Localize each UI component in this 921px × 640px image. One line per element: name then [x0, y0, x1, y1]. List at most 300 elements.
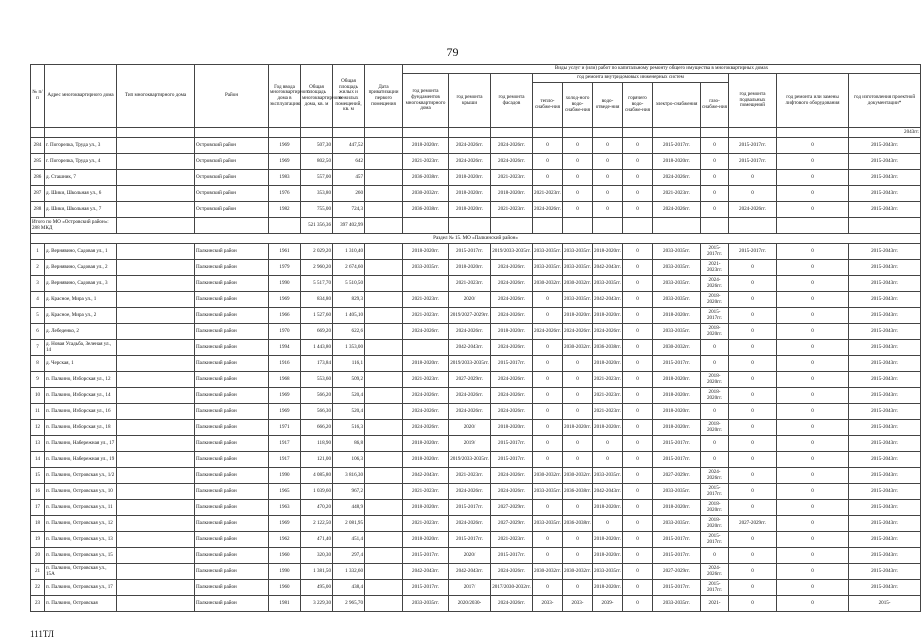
design-docs-cell: 2015-2043гг.: [849, 244, 921, 260]
row-number: 19: [31, 532, 45, 548]
total-area-cell: 2 122,50: [301, 516, 333, 532]
basement-cell: 0: [729, 260, 777, 276]
table-row: [31, 202, 921, 218]
table-row: [31, 436, 921, 452]
district-cell: Палкинский район: [195, 308, 269, 324]
privatization-cell: [365, 532, 403, 548]
facade-cell: 2024-2026гг.: [491, 404, 533, 420]
foundation-cell: 2024-2026гг.: [403, 420, 449, 436]
electric-cell: 2033-2035гг.: [653, 276, 701, 292]
facade-cell: 2027-2029гг.: [491, 516, 533, 532]
header-engineering-group: год ремонта внутридомовых инженерных систем: [533, 74, 729, 83]
type-cell: [117, 202, 195, 218]
district-cell: Палкинский район: [195, 564, 269, 580]
row-number: 3: [31, 276, 45, 292]
header-facade: год ремонта фасадов: [491, 74, 533, 128]
table-row: [31, 468, 921, 484]
cold-water-cell: 2036-2038гг.: [563, 484, 593, 500]
heat-cell: 0: [533, 292, 563, 308]
foundation-cell: 2042-2043гг.: [403, 468, 449, 484]
total-area-cell: 566,20: [301, 388, 333, 404]
header-total-area: Общая площадь многоквартирного дома, кв. м: [301, 65, 333, 128]
sewer-cell: 2021-2023гг.: [593, 372, 623, 388]
privatization-cell: [365, 452, 403, 468]
sewer-cell: 0: [593, 138, 623, 154]
empty-cell: [491, 218, 533, 234]
roof-cell: 2017/: [449, 580, 491, 596]
sewer-cell: 2018-2020гг.: [593, 356, 623, 372]
total-area-cell: 1 381,50: [301, 564, 333, 580]
header-address: Адрес многоквартирного дома: [45, 65, 117, 128]
heat-cell: 2033-: [533, 596, 563, 612]
foundation-cell: 2018-2020гг.: [403, 532, 449, 548]
cold-water-cell: 0: [563, 186, 593, 202]
address-cell: п. Палкино, Островская ул., 15А: [45, 564, 117, 580]
living-area-cell: 5 510,50: [333, 276, 365, 292]
living-area-cell: 642: [333, 154, 365, 170]
type-cell: [117, 324, 195, 340]
sewer-cell: 2036-2038гг.: [593, 340, 623, 356]
type-cell: [117, 244, 195, 260]
hot-water-cell: 0: [623, 596, 653, 612]
table-row: [31, 516, 921, 532]
privatization-cell: [365, 356, 403, 372]
basement-cell: 2015-2017гг.: [729, 244, 777, 260]
total-area-cell: 755,00: [301, 202, 333, 218]
header-electric: электро-снабжения: [653, 83, 701, 128]
address-cell: п. Палкино, Изборская ул., 12: [45, 372, 117, 388]
electric-cell: 2018-2020гг.: [653, 372, 701, 388]
foundation-cell: 2021-2023гг.: [403, 516, 449, 532]
type-cell: [117, 484, 195, 500]
hot-water-cell: 0: [623, 244, 653, 260]
basement-cell: 0: [729, 548, 777, 564]
living-area-cell: 260: [333, 186, 365, 202]
facade-cell: 2021-2023гг.: [491, 532, 533, 548]
electric-cell: 2015-2017гг.: [653, 580, 701, 596]
electric-cell: 2015-2017гг.: [653, 356, 701, 372]
hot-water-cell: 0: [623, 484, 653, 500]
address-cell: д. Вернявино, Садовая ул., 2: [45, 260, 117, 276]
gas-cell: 0: [701, 202, 729, 218]
cold-water-cell: 0: [563, 388, 593, 404]
empty-cell: [269, 218, 301, 234]
total-area-cell: 5 517,70: [301, 276, 333, 292]
living-area-cell: 448,9: [333, 500, 365, 516]
basement-cell: 0: [729, 170, 777, 186]
facade-cell: 2024-2026гг.: [491, 372, 533, 388]
basement-cell: 0: [729, 596, 777, 612]
gas-cell: 2015-2017гг.: [701, 484, 729, 500]
table-row: [31, 324, 921, 340]
elevator-cell: 0: [777, 324, 849, 340]
type-cell: [117, 292, 195, 308]
row-number: 12: [31, 420, 45, 436]
hot-water-cell: 0: [623, 340, 653, 356]
district-cell: Палкинский район: [195, 516, 269, 532]
design-docs-cell: 2015-2043гг.: [849, 580, 921, 596]
facade-cell: 2015-2017гг.: [491, 356, 533, 372]
elevator-cell: 0: [777, 244, 849, 260]
hot-water-cell: 0: [623, 564, 653, 580]
facade-cell: 2024-2026гг.: [491, 154, 533, 170]
district-cell: Палкинский район: [195, 468, 269, 484]
roof-cell: 2042-2043гг.: [449, 340, 491, 356]
basement-cell: 0: [729, 484, 777, 500]
empty-cell: [701, 218, 729, 234]
year-cell: 1969: [269, 388, 301, 404]
year-cell: 1994: [269, 340, 301, 356]
gas-cell: 0: [701, 170, 729, 186]
foundation-cell: 2021-2023гг.: [403, 292, 449, 308]
header-works-group: Виды услуг и (или) работ по капитальному ремонту общего имущества в многоквартирных домах: [403, 65, 921, 74]
total-area-cell: 471,40: [301, 532, 333, 548]
table-row: [31, 186, 921, 202]
year-cell: 1976: [269, 186, 301, 202]
year-cell: 1962: [269, 532, 301, 548]
gas-cell: 2021-2023гг.: [701, 260, 729, 276]
cold-water-cell: 2024-2026гг.: [563, 324, 593, 340]
privatization-cell: [365, 564, 403, 580]
roof-cell: 2020/: [449, 420, 491, 436]
privatization-cell: [365, 388, 403, 404]
district-cell: Палкинский район: [195, 484, 269, 500]
elevator-cell: 0: [777, 516, 849, 532]
elevator-cell: 0: [777, 186, 849, 202]
heat-cell: 0: [533, 154, 563, 170]
year-cell: 1969: [269, 404, 301, 420]
table-row: [31, 500, 921, 516]
facade-cell: 2021-2023гг.: [491, 202, 533, 218]
design-docs-cell: 2015-2043гг.: [849, 372, 921, 388]
header-num: № п/п: [31, 65, 45, 128]
empty-cell: [195, 218, 269, 234]
facade-cell: 2024-2026гг.: [491, 138, 533, 154]
roof-cell: 2018-2020гг.: [449, 260, 491, 276]
total-area-cell: 353,80: [301, 186, 333, 202]
district-cell: Палкинский район: [195, 452, 269, 468]
total-area-cell: 802,50: [301, 154, 333, 170]
heat-cell: 0: [533, 372, 563, 388]
basement-cell: 2015-2017гг.: [729, 154, 777, 170]
district-cell: Палкинский район: [195, 356, 269, 372]
facade-cell: 2021-2023гг.: [491, 170, 533, 186]
gas-cell: 2018-2020гг.: [701, 292, 729, 308]
roof-cell: 2015-2017гг.: [449, 244, 491, 260]
elevator-cell: 0: [777, 532, 849, 548]
header-privatization: Дата приватизации первого помещения: [365, 65, 403, 128]
living-area-cell: 116,1: [333, 356, 365, 372]
type-cell: [117, 276, 195, 292]
row-number: 284: [31, 138, 45, 154]
table-row: [31, 420, 921, 436]
foundation-cell: 2018-2020гг.: [403, 500, 449, 516]
sewer-cell: 2021-2023гг.: [593, 404, 623, 420]
gas-cell: 0: [701, 154, 729, 170]
elevator-cell: 0: [777, 356, 849, 372]
year-cell: 1979: [269, 260, 301, 276]
type-cell: [117, 564, 195, 580]
design-docs-cell: 2015-2043гг.: [849, 548, 921, 564]
privatization-cell: [365, 292, 403, 308]
row-number: 7: [31, 340, 45, 356]
privatization-cell: [365, 260, 403, 276]
hot-water-cell: 0: [623, 548, 653, 564]
sewer-cell: 2021-2023гг.: [593, 388, 623, 404]
type-cell: [117, 340, 195, 356]
privatization-cell: [365, 244, 403, 260]
district-cell: Палкинский район: [195, 292, 269, 308]
design-docs-cell: 2015-2043гг.: [849, 500, 921, 516]
gas-cell: 0: [701, 356, 729, 372]
row-number: 13: [31, 436, 45, 452]
district-cell: Палкинский район: [195, 388, 269, 404]
hot-water-cell: 0: [623, 186, 653, 202]
roof-cell: 2024-2026гг.: [449, 388, 491, 404]
cold-water-cell: 0: [563, 138, 593, 154]
heat-cell: 2033-2035гг.: [533, 484, 563, 500]
design-docs-cell: 2015-2043гг.: [849, 186, 921, 202]
gas-cell: 2024-2026гг.: [701, 564, 729, 580]
year-cell: 1960: [269, 580, 301, 596]
living-area-cell: 1 405,10: [333, 308, 365, 324]
total-area-cell: 669,20: [301, 324, 333, 340]
gas-cell: 2024-2026гг.: [701, 276, 729, 292]
roof-cell: 2024-2026гг.: [449, 324, 491, 340]
year-cell: 1981: [269, 596, 301, 612]
address-cell: д. Красное, Мира ул., 2: [45, 308, 117, 324]
facade-cell: 2024-2026гг.: [491, 468, 533, 484]
year-cell: 1990: [269, 276, 301, 292]
table-row: [31, 170, 921, 186]
gas-cell: 0: [701, 452, 729, 468]
hot-water-cell: 0: [623, 308, 653, 324]
empty-cell: [653, 218, 701, 234]
address-cell: п. Палкино, Островская: [45, 596, 117, 612]
roof-cell: 2018-2020гг.: [449, 186, 491, 202]
year-cell: 1966: [269, 308, 301, 324]
hot-water-cell: 0: [623, 324, 653, 340]
facade-cell: 2024-2026гг.: [491, 596, 533, 612]
roof-cell: 2027-2029гг.: [449, 372, 491, 388]
electric-cell: 2018-2020гг.: [653, 420, 701, 436]
empty-cell: [403, 218, 449, 234]
table-row: [31, 340, 921, 356]
cold-water-cell: 0: [563, 404, 593, 420]
privatization-cell: [365, 484, 403, 500]
electric-cell: 2033-2035гг.: [653, 260, 701, 276]
design-docs-cell: 2015-2043гг.: [849, 202, 921, 218]
empty-cell: [623, 218, 653, 234]
header-heat: тепло-снабже-ния: [533, 83, 563, 128]
design-docs-cell: 2015-2043гг.: [849, 468, 921, 484]
row-number: 4: [31, 292, 45, 308]
hot-water-cell: 0: [623, 420, 653, 436]
year-cell: 1983: [269, 170, 301, 186]
basement-cell: 0: [729, 564, 777, 580]
table-row: [31, 388, 921, 404]
facade-cell: 2024-2026гг.: [491, 340, 533, 356]
address-cell: п. Палкино, Изборская ул., 18: [45, 420, 117, 436]
address-cell: д. Вернявино, Садовая ул., 3: [45, 276, 117, 292]
privatization-cell: [365, 468, 403, 484]
roof-cell: 2019/2027-2029гг.: [449, 308, 491, 324]
heat-cell: 0: [533, 170, 563, 186]
cold-water-cell: 0: [563, 356, 593, 372]
carry-over-cell: 2043гг.: [849, 128, 921, 138]
type-cell: [117, 580, 195, 596]
row-number: 22: [31, 580, 45, 596]
page-number: 79: [446, 45, 459, 59]
roof-cell: 2024-2026гг.: [449, 154, 491, 170]
elevator-cell: 0: [777, 548, 849, 564]
empty-cell: [365, 218, 403, 234]
electric-cell: 2018-2020гг.: [653, 500, 701, 516]
privatization-cell: [365, 404, 403, 420]
elevator-cell: 0: [777, 596, 849, 612]
electric-cell: 2030-2032гг.: [653, 340, 701, 356]
facade-cell: 2015-2017гг.: [491, 548, 533, 564]
table-row: [31, 452, 921, 468]
footer-mark: 111ТЛ: [30, 629, 54, 639]
row-number: 6: [31, 324, 45, 340]
heat-cell: 0: [533, 404, 563, 420]
empty-cell: [729, 218, 777, 234]
design-docs-cell: 2015-2043гг.: [849, 404, 921, 420]
living-area-cell: 451,4: [333, 532, 365, 548]
address-cell: п. Палкино, Островская ул., 1/2: [45, 468, 117, 484]
privatization-cell: [365, 138, 403, 154]
roof-cell: 2020/: [449, 292, 491, 308]
cold-water-cell: 2033-: [563, 596, 593, 612]
facade-cell: 2024-2026гг.: [491, 484, 533, 500]
gas-cell: 2015-2017гг.: [701, 580, 729, 596]
row-number: 16: [31, 484, 45, 500]
heat-cell: 0: [533, 500, 563, 516]
heat-cell: 0: [533, 580, 563, 596]
district-cell: Палкинский район: [195, 548, 269, 564]
privatization-cell: [365, 202, 403, 218]
privatization-cell: [365, 372, 403, 388]
section-row: [31, 234, 921, 244]
gas-cell: 0: [701, 548, 729, 564]
foundation-cell: 2015-2017гг.: [403, 580, 449, 596]
address-cell: п. Палкино, Набережная ул., 19: [45, 452, 117, 468]
sewer-cell: 2033-2035гг.: [593, 564, 623, 580]
privatization-cell: [365, 340, 403, 356]
electric-cell: 2021-2023гг.: [653, 186, 701, 202]
sewer-cell: 0: [593, 154, 623, 170]
district-cell: Палкинский район: [195, 532, 269, 548]
total-label: Итого по МО «Островский район»: 288 МКД: [31, 218, 117, 234]
design-docs-cell: 2015-2043гг.: [849, 516, 921, 532]
design-docs-cell: 2015-2043гг.: [849, 436, 921, 452]
electric-cell: 2015-2017гг.: [653, 436, 701, 452]
table-row: [31, 580, 921, 596]
address-cell: п. Палкино, Островская ул., 10: [45, 484, 117, 500]
table-row: [31, 260, 921, 276]
empty-cell: [593, 218, 623, 234]
gas-cell: 2024-2026гг.: [701, 468, 729, 484]
facade-cell: 2019/2033-2035гг.: [491, 244, 533, 260]
basement-cell: 0: [729, 340, 777, 356]
living-area-cell: 724,3: [333, 202, 365, 218]
sewer-cell: 0: [593, 436, 623, 452]
header-living-area: Общая площадь жилых и нежилых помещений, кв. м: [333, 65, 365, 128]
privatization-cell: [365, 420, 403, 436]
table-row: [31, 596, 921, 612]
elevator-cell: 0: [777, 468, 849, 484]
heat-cell: 0: [533, 308, 563, 324]
type-cell: [117, 548, 195, 564]
address-cell: п. Палкино, Островская ул., 17: [45, 580, 117, 596]
total-area-cell: 118,90: [301, 436, 333, 452]
type-cell: [117, 420, 195, 436]
address-cell: п. Палкино, Островская ул., 15: [45, 548, 117, 564]
privatization-cell: [365, 500, 403, 516]
basement-cell: 0: [729, 388, 777, 404]
year-cell: 1917: [269, 452, 301, 468]
total-row: [31, 218, 921, 234]
row-number: 10: [31, 388, 45, 404]
total-area-cell: 553,60: [301, 372, 333, 388]
header-gas: газо-снабже-ния: [701, 83, 729, 128]
electric-cell: 2024-2026гг.: [653, 202, 701, 218]
address-cell: д. Черская, 1: [45, 356, 117, 372]
district-cell: Островский район: [195, 202, 269, 218]
facade-cell: 2024-2026гг.: [491, 260, 533, 276]
elevator-cell: 0: [777, 564, 849, 580]
basement-cell: 0: [729, 452, 777, 468]
hot-water-cell: 0: [623, 516, 653, 532]
type-cell: [117, 308, 195, 324]
design-docs-cell: 2015-2043гг.: [849, 154, 921, 170]
foundation-cell: 2021-2023гг.: [403, 484, 449, 500]
total-area-sum: 521 356,36: [301, 218, 333, 234]
facade-cell: 2015-2017гг.: [491, 452, 533, 468]
foundation-cell: 2015-2017гг.: [403, 548, 449, 564]
foundation-cell: 2024-2026гг.: [403, 404, 449, 420]
living-area-cell: 457: [333, 170, 365, 186]
roof-cell: 2019/2033-2035гг.: [449, 452, 491, 468]
basement-cell: 2024-2026гг.: [729, 202, 777, 218]
table-row: [31, 276, 921, 292]
heat-cell: 0: [533, 138, 563, 154]
sewer-cell: 2018-2020гг.: [593, 548, 623, 564]
hot-water-cell: 0: [623, 138, 653, 154]
type-cell: [117, 138, 195, 154]
row-number: 288: [31, 202, 45, 218]
facade-cell: 2018-2020гг.: [491, 324, 533, 340]
hot-water-cell: 0: [623, 500, 653, 516]
district-cell: Палкинский район: [195, 596, 269, 612]
foundation-cell: 2024-2026гг.: [403, 388, 449, 404]
foundation-cell: 2021-2023гг.: [403, 308, 449, 324]
design-docs-cell: 2015-2043гг.: [849, 420, 921, 436]
total-area-cell: 173,84: [301, 356, 333, 372]
table-row: [31, 308, 921, 324]
sewer-cell: 2018-2020гг.: [593, 244, 623, 260]
heat-cell: 0: [533, 548, 563, 564]
gas-cell: 2015-2017гг.: [701, 532, 729, 548]
living-area-cell: 2 081,95: [333, 516, 365, 532]
living-area-cell: 509,2: [333, 372, 365, 388]
address-cell: п. Палкино, Островская ул., 11: [45, 500, 117, 516]
foundation-cell: 2018-2020гг.: [403, 436, 449, 452]
gas-cell: 2018-2020гг.: [701, 516, 729, 532]
privatization-cell: [365, 516, 403, 532]
district-cell: Палкинский район: [195, 500, 269, 516]
